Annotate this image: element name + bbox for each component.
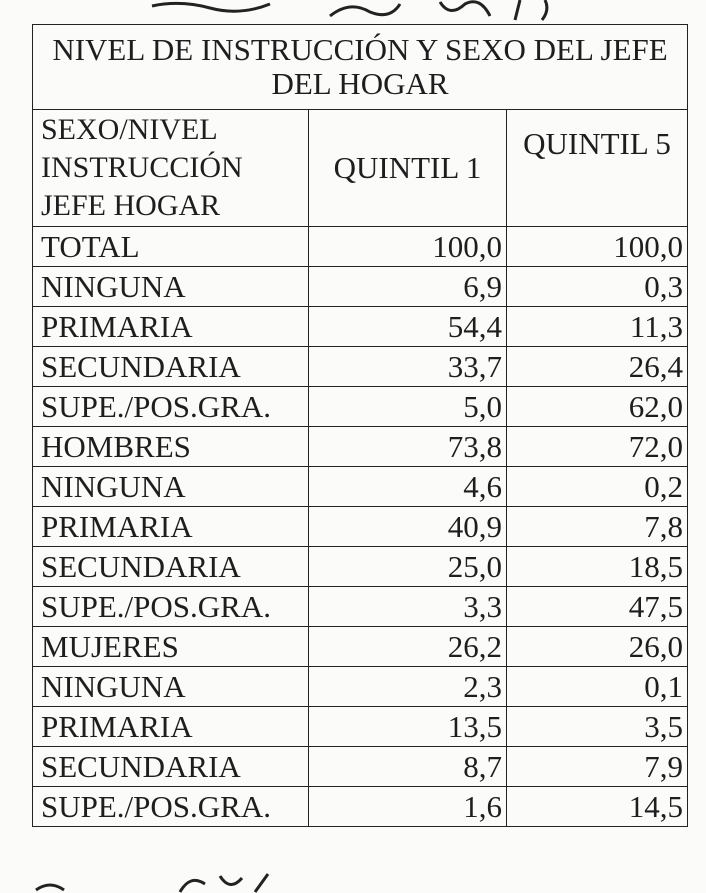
table-row [33, 467, 688, 507]
quintil-5-value: 0,2 [507, 467, 688, 507]
table-row [33, 347, 688, 387]
quintil-1-value: 100,0 [309, 227, 507, 267]
row-label: SUPE./POS.GRA. [33, 787, 309, 827]
quintil-1-value: 4,6 [309, 467, 507, 507]
row-label: TOTAL [33, 227, 309, 267]
row-label: PRIMARIA [33, 307, 309, 347]
quintil-1-value: 2,3 [309, 667, 507, 707]
quintil-1-value: 25,0 [309, 547, 507, 587]
quintil-5-value: 7,9 [507, 747, 688, 787]
quintil-1-value: 5,0 [309, 387, 507, 427]
quintil-5-value: 0,1 [507, 667, 688, 707]
quintil-1-value: 54,4 [309, 307, 507, 347]
quintil-5-value: 18,5 [507, 547, 688, 587]
row-label: PRIMARIA [33, 507, 309, 547]
table-row [33, 267, 688, 307]
row-label: MUJERES [33, 627, 309, 667]
quintil-1-value: 26,2 [309, 627, 507, 667]
quintil-5-value: 0,3 [507, 267, 688, 307]
column-header-quintil-1: QUINTIL 1 [309, 110, 507, 227]
handwriting-scribble-top [150, 0, 570, 22]
table-row [33, 787, 688, 827]
row-label: PRIMARIA [33, 707, 309, 747]
column-header-label: SEXO/NIVEL INSTRUCCIÓN JEFE HOGAR [33, 110, 309, 227]
quintil-5-value: 62,0 [507, 387, 688, 427]
quintil-5-value: 72,0 [507, 427, 688, 467]
statistics-table [32, 24, 688, 827]
quintil-5-value: 100,0 [507, 227, 688, 267]
quintil-1-value: 73,8 [309, 427, 507, 467]
table-title-row [33, 25, 688, 110]
row-label: SECUNDARIA [33, 347, 309, 387]
table-title: NIVEL DE INSTRUCCIÓN Y SEXO DEL JEFE DEL HOGAR [33, 25, 688, 110]
quintil-5-value: 11,3 [507, 307, 688, 347]
quintil-5-value: 7,8 [507, 507, 688, 547]
table-row [33, 747, 688, 787]
quintil-1-value: 6,9 [309, 267, 507, 307]
table-header-row [33, 110, 688, 227]
quintil-1-value: 3,3 [309, 587, 507, 627]
quintil-1-value: 33,7 [309, 347, 507, 387]
quintil-5-value: 26,0 [507, 627, 688, 667]
table-row [33, 667, 688, 707]
table-row [33, 707, 688, 747]
quintil-5-value: 14,5 [507, 787, 688, 827]
table-row [33, 307, 688, 347]
quintil-1-value: 40,9 [309, 507, 507, 547]
table-row [33, 627, 688, 667]
row-label: NINGUNA [33, 667, 309, 707]
row-label: SUPE./POS.GRA. [33, 587, 309, 627]
quintil-5-value: 47,5 [507, 587, 688, 627]
quintil-1-value: 13,5 [309, 707, 507, 747]
quintil-1-value: 8,7 [309, 747, 507, 787]
row-label: NINGUNA [33, 267, 309, 307]
row-label: SECUNDARIA [33, 547, 309, 587]
quintil-5-value: 26,4 [507, 347, 688, 387]
table-row [33, 547, 688, 587]
table-row [33, 507, 688, 547]
table-row [33, 227, 688, 267]
table-row [33, 427, 688, 467]
quintil-5-value: 3,5 [507, 707, 688, 747]
quintil-1-value: 1,6 [309, 787, 507, 827]
table-row [33, 587, 688, 627]
handwriting-scribble-bottom [30, 872, 290, 893]
column-header-quintil-5: QUINTIL 5 [507, 110, 688, 227]
row-label: NINGUNA [33, 467, 309, 507]
row-label: HOMBRES [33, 427, 309, 467]
table-body [33, 25, 688, 827]
row-label: SUPE./POS.GRA. [33, 387, 309, 427]
table-row [33, 387, 688, 427]
row-label: SECUNDARIA [33, 747, 309, 787]
